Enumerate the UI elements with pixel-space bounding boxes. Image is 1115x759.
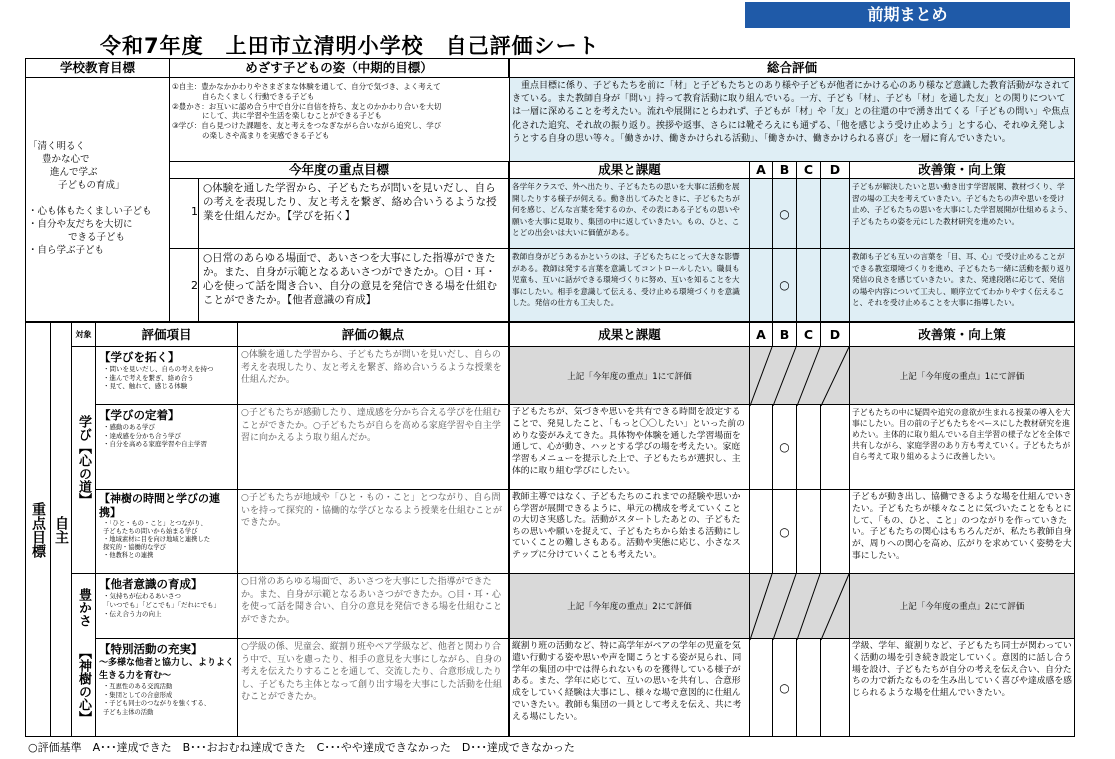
header-c: C <box>796 322 821 347</box>
item-sub: ・「ひと・もの・こと」とつながり、 子どもたちの問いから始まる学び ・地域素材に目を向け地域と連携した 探究的・協働的な学び ・他教科との連携 <box>103 520 211 559</box>
period-summary-badge: 前期まとめ <box>745 2 1070 28</box>
item-improve: 子どもたちの中に疑問や追究の意欲が生まれる授業の導入を大事にしたい。目の前の子どもたちをベースにした教材研究を進めたい。主体的に取り組んでいる自主学習の様子などを全体で共有しながら、家庭学習のあり方も考えていく。子どもたちが自ら考えて取り組めるように改善したい。 <box>849 404 1075 490</box>
item-subtitle: ～多様な他者と協力し、よりよく生きる力を育む～ <box>99 658 235 681</box>
item-improve: 上記「今年度の重点」2にて評価 <box>849 573 1075 639</box>
yutaka-label: 豊かさ <box>76 588 91 627</box>
focus-number: 2 <box>191 279 198 292</box>
header-viewpoint: 評価の観点 <box>237 322 509 347</box>
header-results-top: 成果と課題 <box>509 161 750 179</box>
focus-2-a <box>749 248 773 322</box>
na-slash-marks <box>750 347 851 406</box>
header-vision: めざす子どもの姿（中期的目標） <box>169 58 509 78</box>
item-title: 【特別活動の充実】 <box>99 642 203 656</box>
item-row <box>95 573 238 639</box>
item-result: 上記「今年度の重点」1にて評価 <box>509 346 750 405</box>
item-viewpoint: ○学級の係、児童会、縦割り班やペア学級など、他者と関わり合う中で、互いを慮ったり、相手の意見を大事にしながら、自身の考えを伝えたりすることを通して、交流したり、合意形成したりし、子どもたち主体となって創り出す場を大事にした活動を仕組むことができたか。 <box>237 638 509 737</box>
item-sub: ・問いを見いだし、自らの考えを持つ ・進んで考えを繋ぎ、絡め合う ・見て、触れて、感じる体験 <box>103 365 214 390</box>
focus-1-a <box>749 178 773 249</box>
item-title: 【他者意識の育成】 <box>99 577 203 591</box>
header-results: 成果と課題 <box>509 322 750 347</box>
item-row <box>95 638 238 737</box>
vision-text: ①自主：豊かなかかわりやさまざまな体験を通して、自分で気づき、よく考えて 自らたくましく行動できる子ども ②豊かさ：お互いに認め合う中で自分に自信を持ち、友とのかかわり合いを大切 にして、共に学習や生活を楽しむことができる子ども ③学び：自ら見つけた課題を、友と考えをつなぎながら合いながら追究し、学び の楽しさや高まりを実感できる子ども <box>172 82 442 140</box>
item-title: 【学びを拓く】 <box>99 350 180 364</box>
item-result: 上記「今年度の重点」2にて評価 <box>509 573 750 639</box>
grade-c <box>796 489 821 574</box>
focus-1-c <box>796 178 821 249</box>
focus-2-d <box>820 248 850 322</box>
grade-b-mark: ○ <box>772 489 797 574</box>
item-result: 教師主導ではなく、子どもたちのこれまでの経験や思いから学習が展開できるように、単元の構成を考えていくことの大切さ実感した。活動がスタートしたあとの、子どもたちの思いや願いを捉えて、子どもたちから始まる活動にしていくことの難しさもある。活動や実態に応じ、小さなステップに分けていくことも考えたい。 <box>509 489 750 574</box>
item-result: 子どもたちが、気づきや思いを共有できる時間を設定することで、発見したこと、「もっと〇〇したい」といった前のめりな姿がみえてきた。具体物や体験を通した学習場面を通して、心が動き、ハッとする学びの場を考えたい。家庭学習もメニューを提示した上で、子どもたちが選択し、主体的に取り組む学びにしたい。 <box>509 404 750 490</box>
grade-a <box>749 638 773 737</box>
header-a-top: A <box>749 161 773 179</box>
header-a: A <box>749 322 773 347</box>
focus-2-c <box>796 248 821 322</box>
focus-2-b-mark: ○ <box>772 248 797 322</box>
item-sub: ・感動のある学び ・達成感を分かち合う学び ・自分を高める家庭学習や自主学習 <box>103 423 207 448</box>
header-school-goal: 学校教育目標 <box>25 58 170 78</box>
header-improve: 改善策・向上策 <box>849 322 1075 347</box>
page-title: 令和7年度 上田市立清明小学校 自己評価シート <box>100 34 600 58</box>
header-item: 評価項目 <box>95 322 238 347</box>
item-result: 縦割り班の活動など、特に高学年がペアの学年の児童を気遣い行動する姿や思いや声を聞こうとする姿が見られ、同学年の集団の中では得られないものを獲得している様子がある。また、学年に応じて、互いの思いを共有し、合意形成をしていく経験は大事にし、様々な場で意図的に仕組んでいきたい。教師も集団の一員として考えを伝え、共に考える場にしたい。 <box>509 638 750 737</box>
header-d: D <box>820 322 850 347</box>
item-title: 【学びの定着】 <box>99 408 180 422</box>
header-d-top: D <box>820 161 850 179</box>
header-improve-top: 改善策・向上策 <box>849 161 1075 179</box>
item-viewpoint: ○子どもたちが感動したり、達成感を分かち合える学びを仕組むことができたか。○子どもたちが自らを高める家庭学習や自主学習に向かえるよう取り組んだか。 <box>237 404 509 490</box>
manabi-label: 学び【心の道】 <box>76 414 91 506</box>
grade-a <box>749 489 773 574</box>
header-b: B <box>772 322 797 347</box>
focus-result-1: 各学年クラスで、外へ出たり、子どもたちの思いを大事に活動を展開したりする様子が伺える。動き出してみたときに、子どもたちが何を感じ、どんな言葉を発するのか、その表にある子どもの思いや願いを大事に見取り、集団の中に返していきたい。もの、ひと、ことどの出会いは大いに価値がある。 <box>509 178 750 249</box>
header-b-top: B <box>772 161 797 179</box>
header-overall: 総合評価 <box>509 58 1075 78</box>
item-grade-na <box>749 346 850 405</box>
grade-c <box>796 404 821 490</box>
grade-a <box>749 404 773 490</box>
item-viewpoint: ○子どもたちが地域や「ひと・もの・こと」とつながり、自ら問いを持って探究的・協働的な学びとなるよう授業を仕組むことができたか。 <box>237 489 509 574</box>
grade-d <box>820 404 850 490</box>
header-target: 対象 <box>71 322 96 347</box>
grade-b-mark: ○ <box>772 404 797 490</box>
focus-1-d <box>820 178 850 249</box>
focus-goal-1: ○体験を通した学習から、子どもたちが問いを見いだし、自らの考えを表現したり、友と考えを繋ぎ、絡め合いうるような授業を仕組んだか。【学びを拓く】 <box>198 178 509 249</box>
focus-improve-2: 教師も子ども互いの言葉を「目、耳、心」で受け止めることができる教室環境づくりを進め、子どもたち一緒に活動を振り返り発信の良さを感じていきたい。また、発達段階に応じて、発信の場や内容について工夫し、順序立ててわかりやすく伝えること、それを受け止めることを大事に指導したい。 <box>849 248 1075 322</box>
shinju-label: 【神樹の心】 <box>76 646 91 724</box>
item-row <box>95 404 238 490</box>
jishu-label: 自主 <box>53 515 69 544</box>
item-viewpoint: ○日常のあらゆる場面で、あいさつを大事にした指導ができたか。また、自身が示範となるあいさつができたか。○目・耳・心を使って話を聞き合い、自分の意見を発信できる場を仕組むことができたか。 <box>237 573 509 639</box>
item-sub: ・気持ちが伝わるあいさつ 「いつでも」「どこでも」「だれにでも」 ・伝え合う力の向上 <box>103 592 220 618</box>
focus-improve-1: 子どもが解決したいと思い動き出す学習展開、教材づくり、学習の場の工夫を考えていきたい。子どもたちの声や思いを受け止め、子どもたちの思いを大事にした学習展開が仕組めるよう、子どもたちの姿を元にした教材研究を進めたい。 <box>849 178 1075 249</box>
na-slash-marks <box>750 574 851 640</box>
header-c-top: C <box>796 161 821 179</box>
focus-result-2: 教師自身がどうあるかというのは、子どもたちにとって大きな影響がある。教師は発する言葉を意識してコントロールしたい。職員も児童も、互いに話ができる環境づくりに努め、互いを知ることを大事にしたい。相手を意識して伝える、受け止める環境づくりを意識した。発信の仕方も工夫した。 <box>509 248 750 322</box>
focus-number: 1 <box>191 205 198 218</box>
item-grade-na <box>749 573 850 639</box>
item-improve: 上記「今年度の重点」1にて評価 <box>849 346 1075 405</box>
item-sub: ・互恵性のある交流活動 ・集団としての合意形成 ・子ども同士のつながりを強くする、 子ども主体の活動 <box>103 683 211 716</box>
focus-goals-label: 重点目標 <box>30 501 46 558</box>
item-improve: 子どもが動き出し、協働できるような場を仕組んでいきたい。子どもたちが様々なことに気づいたことをもとにして、「もの、ひと、こと」のつながりを作っていきたい。子どもたちの関心はもちろんだが、私たち教師自身が、周りへの関心を高め、広がりを求めていく姿勢を大事にしたい。 <box>849 489 1075 574</box>
item-improve: 学級、学年、縦割りなど、子どもたち同士が関わっていく活動の場を引き続き設定していく。意図的に話し合う場を設け、子どもたちが自分の考えを伝え合い、自分たちの力で新たなものを生み出していく喜びや達成感を感じられるような場を仕組んでいきたい。 <box>849 638 1075 737</box>
focus-goal-2: ○日常のあらゆる場面で、あいさつを大事にした指導ができたか。また、自身が示範となるあいさつができたか。○目・耳・心を使って話を聞き合い、自分の意見を発信できる場を仕組むことができたか。【他者意識の育成】 <box>198 248 509 322</box>
grade-b-mark: ○ <box>772 638 797 737</box>
item-row <box>95 489 238 574</box>
item-row <box>95 346 238 405</box>
item-title: 【神樹の時間と学びの連携】 <box>99 492 220 519</box>
evaluation-criteria: ○評価基準 A･･･達成できた B･･･おおむね達成できた C･･･やや達成できなかった D･･･達成できなかった <box>28 741 575 754</box>
focus-1-b-mark: ○ <box>772 178 797 249</box>
overall-text: 重点目標に係り、子どもたちを前に「材」と子どもたちとのあり様や子どもが他者にかける心のあり様など意識した教育活動がなされてきている。また教師自身が「問い」持って教育活動に取り組んでいる。一方、子ども「材」、子ども「材」を通した友」との関りについては一層に深めることを考えたい。流れや展開にとらわれず、子どもが「材」や「友」との往還の中で湧き出てくる「子どもの問い」や焦点化された追究、それ故の振り返り。挨拶や返事、さらには靴そろえにも通ずる、「他を感じよう受け止めよう」とする心、それゆえ発しようとする自身の思い等々。「働きかけ、働きかけられる活動」、「働きかけ、働きかけられる喜び」を一層に育んでいきたい。 <box>512 81 1071 144</box>
header-focus: 今年度の重点目標 <box>169 161 509 179</box>
grade-c <box>796 638 821 737</box>
grade-d <box>820 638 850 737</box>
grade-d <box>820 489 850 574</box>
item-viewpoint: ○体験を通した学習から、子どもたちが問いを見いだし、自らの考えを表現したり、友と考えを繋ぎ、絡め合いうるような授業を仕組んだか。 <box>237 346 509 405</box>
school-goal-text: 「清く明るく 豊かな心で 進んで学ぶ 子どもの育成」 ・心も体もたくましい子ども ・自分や友だちを大切に できる子ども ・自ら学ぶ子ども <box>28 141 152 256</box>
